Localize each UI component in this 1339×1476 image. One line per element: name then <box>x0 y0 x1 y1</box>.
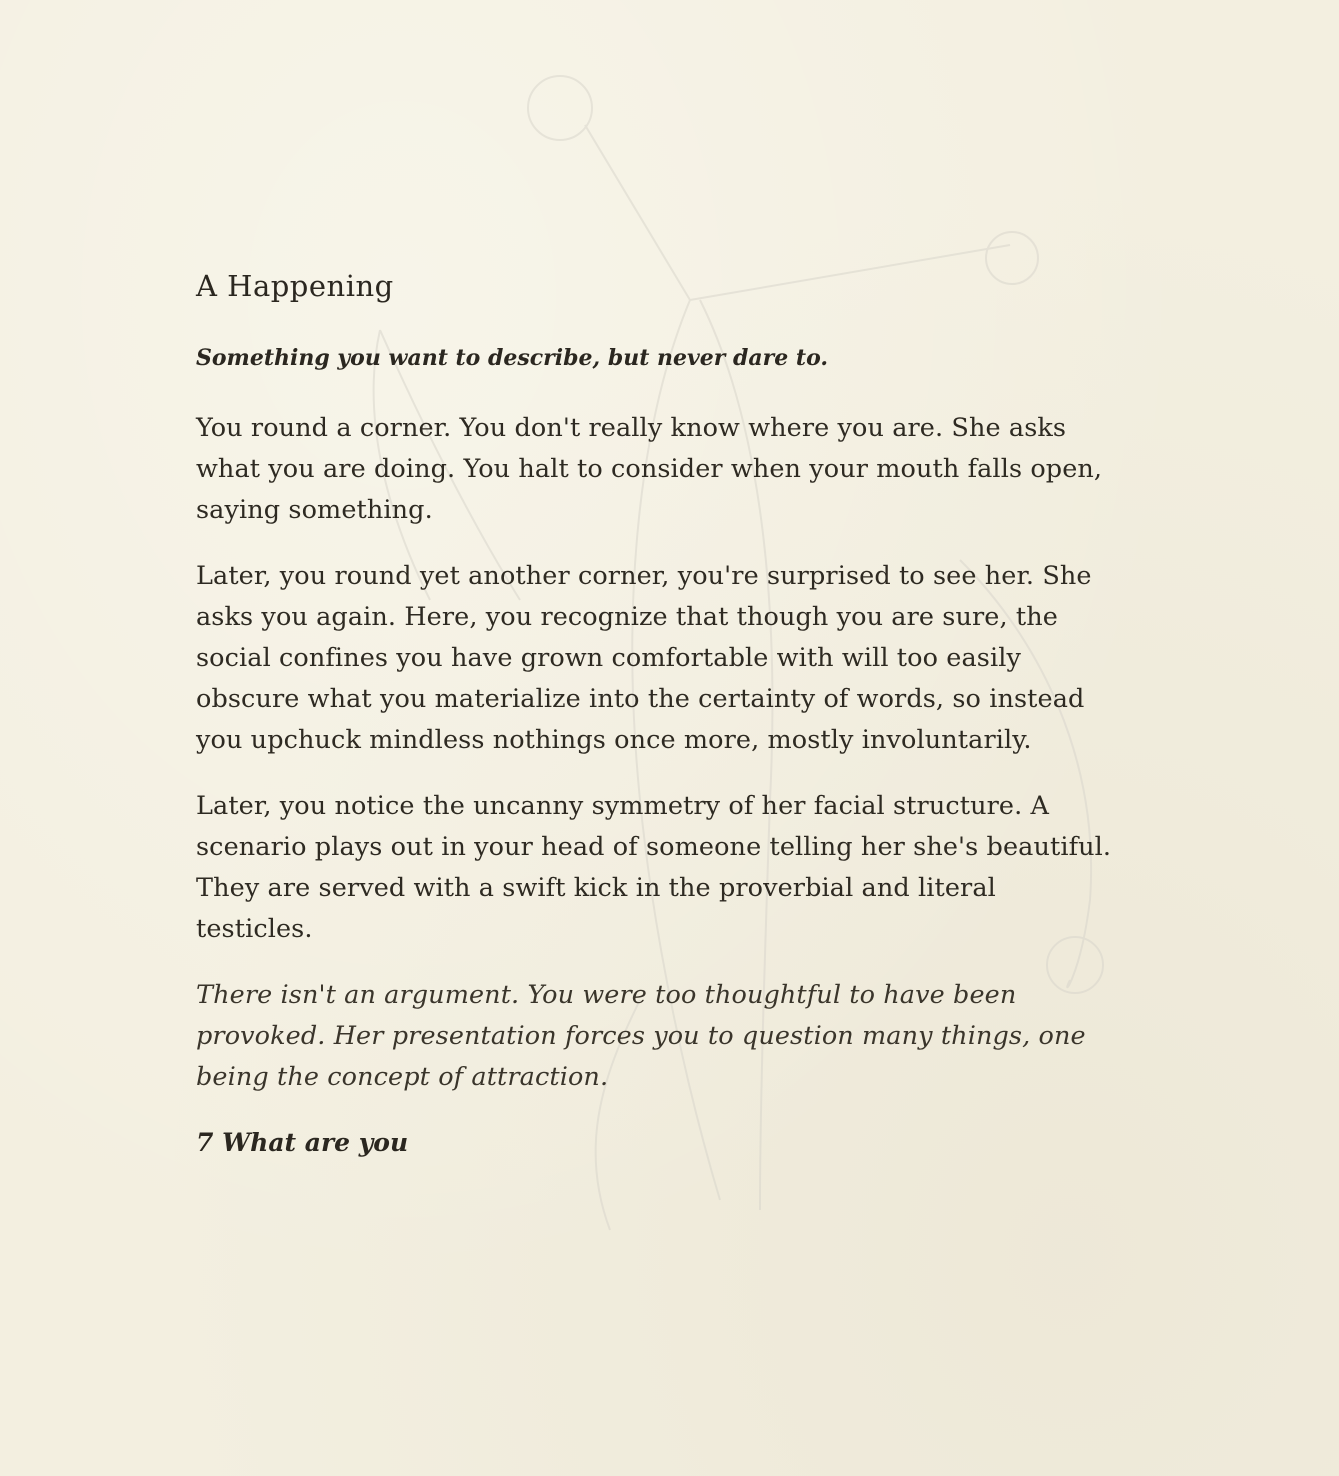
paragraph-4: There isn't an argument. You were too thoughtful to have been provoked. Her presentation forces you to question many things, one being the concept of attraction. <box>196 980 1086 1092</box>
paragraph-1: You round a corner. You don't really know where you are. She asks what you are doing. You halt to consider when your mouth falls open, saying something. <box>196 413 1103 525</box>
document-subtitle: Something you want to describe, but never dare to. <box>196 345 829 371</box>
document-body <box>196 262 1116 1163</box>
paragraph-2: Later, you round yet another corner, you're surprised to see her. She asks you again. Here, you recognize that though you are sure, the social confines you have grown comfortable with will too easily obscure what you materialize into the certainty of words, so instead you upchuck mindless nothings once more, mostly involuntarily. <box>196 561 1092 755</box>
document-title: A Happening <box>196 269 394 303</box>
closing-line: 7 What are you <box>196 1128 409 1157</box>
paragraph-3: Later, you notice the uncanny symmetry of her facial structure. A scenario plays out in your head of someone telling her she's beautiful. They are served with a swift kick in the proverbial and literal testicles. <box>196 791 1112 944</box>
